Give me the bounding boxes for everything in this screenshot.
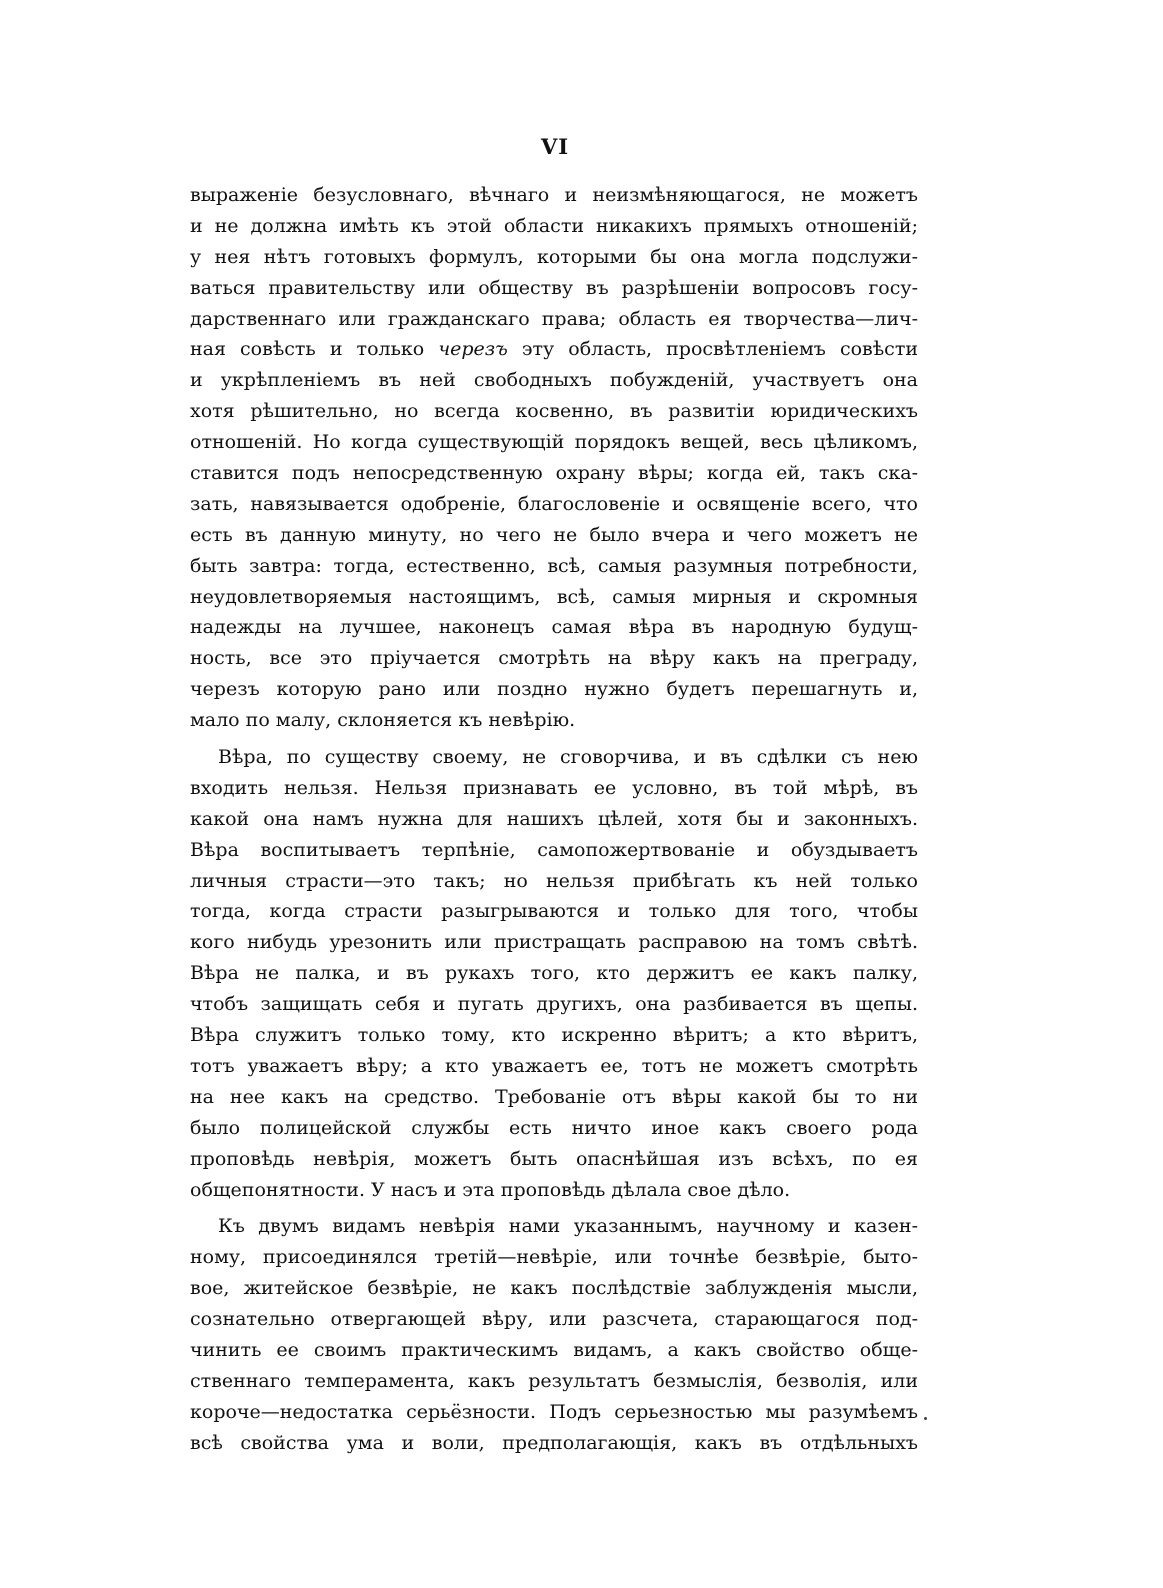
text-line: сознательно отвергающей вѣру, или разсчета, старающагося под- bbox=[190, 1308, 918, 1331]
text-line: неудовлетворяемыя настоящимъ, всѣ, самыя мирныя и скромныя bbox=[190, 585, 918, 608]
text-line: Вѣра, по существу своему, не сговорчива, и въ сдѣлки съ нею bbox=[218, 746, 918, 769]
paragraph bbox=[190, 180, 918, 736]
text-line: Вѣра служитъ только тому, кто искренно вѣритъ; а кто вѣритъ, bbox=[190, 1024, 918, 1047]
text-line: Къ двумъ видамъ невѣрія нами указаннымъ, научному и казен- bbox=[218, 1215, 918, 1238]
text-line: кого нибудь урезонить или пристращать расправою на томъ свѣтѣ. bbox=[190, 931, 918, 954]
text-line: ставится подъ непосредственную охрану вѣры; когда ей, такъ ска- bbox=[190, 462, 918, 485]
text-line: короче—недостатка серьёзности. Подъ серьезностью мы разумѣемъ bbox=[190, 1400, 918, 1423]
text-line: и укрѣпленіемъ въ ней свободныхъ побужденій, участвуетъ она bbox=[190, 369, 918, 392]
print-speck bbox=[924, 1417, 927, 1420]
text-line: всѣ свойства ума и воли, предполагающія, какъ въ отдѣльныхъ bbox=[190, 1431, 918, 1454]
paragraph bbox=[190, 742, 918, 1205]
text-line: ваться правительству или обществу въ разрѣшеніи вопросовъ госу- bbox=[190, 276, 918, 299]
text-line: Вѣра воспитываетъ терпѣніе, самопожертвованіе и обуздываетъ bbox=[190, 838, 918, 861]
text-line: черезъ которую рано или поздно нужно будетъ перешагнуть и, bbox=[190, 678, 918, 701]
text-line: общепонятности. У насъ и эта проповѣдь дѣлала свое дѣло. bbox=[190, 1178, 791, 1201]
text-line: вое, житейское безвѣріе, не какъ послѣдствіе заблужденія мысли, bbox=[190, 1277, 918, 1300]
text-line: хотя рѣшительно, но всегда косвенно, въ развитіи юридическихъ bbox=[190, 400, 918, 423]
text-line: проповѣдь невѣрія, можетъ быть опаснѣйшая изъ всѣхъ, по ея bbox=[190, 1147, 918, 1170]
body-text bbox=[190, 180, 918, 1459]
text-line: выраженіе безусловнаго, вѣчнаго и неизмѣняющагося, не можетъ bbox=[190, 184, 918, 206]
text-line: чинить ее своимъ практическимъ видамъ, а какъ свойство обще- bbox=[190, 1338, 918, 1361]
text-line: ность, все это пріучается смотрѣть на вѣру какъ на преграду, bbox=[190, 647, 918, 670]
text-line: ная совѣсть и только черезъ эту область, просвѣтленіемъ совѣсти bbox=[190, 338, 918, 361]
text-line: входить нельзя. Нельзя признавать ее условно, въ той мѣрѣ, въ bbox=[190, 776, 918, 799]
page-number: VI bbox=[540, 134, 570, 159]
text-line: тогда, когда страсти разыгрываются и только для того, чтобы bbox=[190, 900, 918, 923]
text-line: и не должна имѣть къ этой области никакихъ прямыхъ отношеній; bbox=[190, 214, 918, 237]
italic-word: черезъ bbox=[438, 338, 508, 361]
text-line: мало по малу, склоняется къ невѣрію. bbox=[190, 709, 576, 732]
text-line: зать, навязывается одобреніе, благословеніе и освященіе всего, что bbox=[190, 492, 918, 515]
text-line: Вѣра не палка, и въ рукахъ того, кто держитъ ее какъ палку, bbox=[190, 962, 918, 985]
text-line: ственнаго темперамента, какъ результатъ безмыслія, безволія, или bbox=[190, 1369, 918, 1392]
text-line: тотъ уважаетъ вѣру; а кто уважаетъ ее, тотъ не можетъ смотрѣть bbox=[190, 1054, 918, 1077]
text-line: отношеній. Но когда существующій порядокъ вещей, весь цѣликомъ, bbox=[190, 431, 918, 454]
text-line: какой она намъ нужна для нашихъ цѣлей, хотя бы и законныхъ. bbox=[190, 807, 918, 830]
text-line: есть въ данную минуту, но чего не было вчера и чего можетъ не bbox=[190, 523, 918, 546]
text-line: у нея нѣтъ готовыхъ формулъ, которыми бы она могла подслужи- bbox=[190, 245, 918, 268]
text-line: быть завтра: тогда, естественно, всѣ, самыя разумныя потребности, bbox=[190, 554, 918, 577]
paragraph bbox=[190, 1211, 918, 1458]
text-line: было полицейской службы есть ничто иное какъ своего рода bbox=[190, 1116, 918, 1139]
text-line: чтобъ защищать себя и пугать другихъ, она разбивается въ щепы. bbox=[190, 993, 918, 1016]
text-line: дарственнаго или гражданскаго права; область ея творчества—лич- bbox=[190, 307, 918, 330]
text-line: личныя страсти—это такъ; но нельзя прибѣгать къ ней только bbox=[190, 869, 918, 892]
text-line: ному, присоединялся третій—невѣріе, или точнѣе безвѣріе, быто- bbox=[190, 1246, 918, 1269]
text-line: надежды на лучшее, наконецъ самая вѣра въ народную будущ- bbox=[190, 616, 918, 639]
text-line: на нее какъ на средство. Требованіе отъ вѣры какой бы то ни bbox=[190, 1085, 918, 1108]
